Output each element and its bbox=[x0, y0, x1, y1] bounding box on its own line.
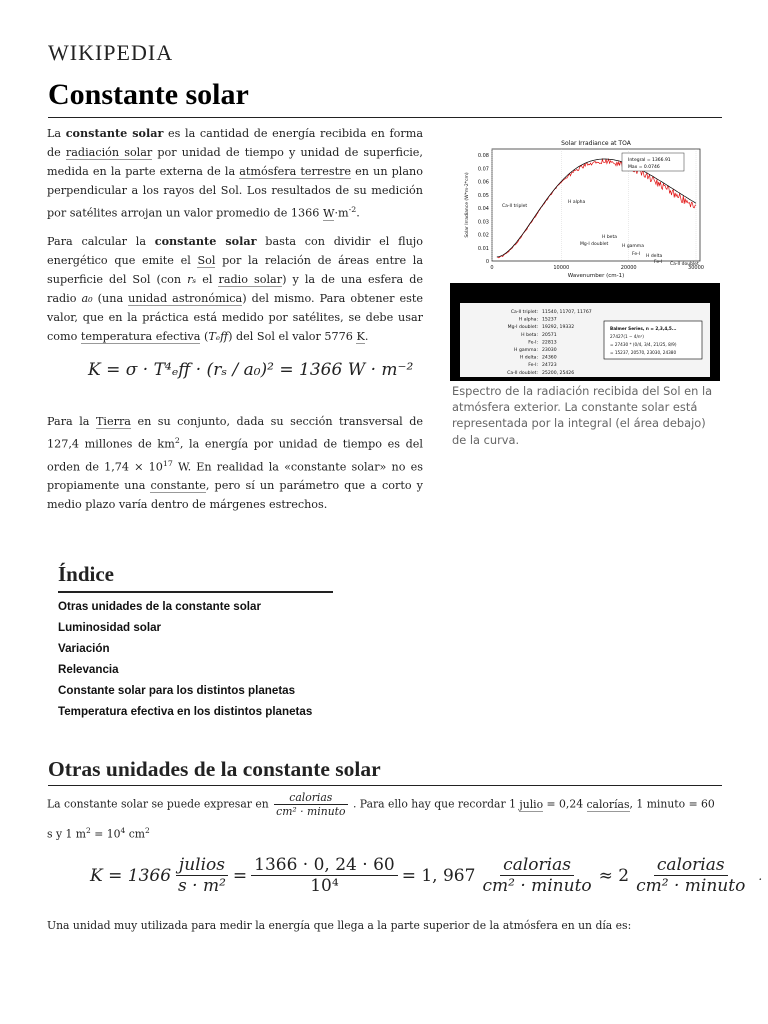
legend-integral: Integral = 1366.91 bbox=[628, 158, 671, 163]
math-rs: rₛ bbox=[187, 273, 197, 286]
y-tick-label: 0.02 bbox=[477, 232, 489, 239]
x-tick-label: 30000 bbox=[688, 265, 704, 271]
spectrum-annotation: Fe-I bbox=[654, 260, 663, 265]
line-wavenumber: 23030 bbox=[542, 348, 557, 353]
link-calorias[interactable]: calorías bbox=[586, 797, 630, 811]
toc-item-planetas[interactable]: Constante solar para los distintos planetas bbox=[58, 684, 296, 697]
spectrum-figure[interactable] bbox=[450, 135, 720, 381]
link-watt[interactable]: W bbox=[322, 206, 335, 220]
intro-paragraph-1: La constante solar es la cantidad de energía recibida en forma de radiación solar por unidad de tiempo y unidad de superficie, medida en la parte externa de la atmósfera terrestre en un plano perpendicular a los rayos del Sol. Los resultados de su medición por satélites arrojan un valor promedio de 1366 $W\cdot m^{-2}$. bbox=[47, 126, 423, 220]
intro-paragraph-2: Para calcular la constante solar basta con dividir el flujo energético que emite el Sol por la relación de áreas entre la superficie del Sol (con rₛ el radio solar) y la de una esfera de radio a₀ (una unidad astronómica) del mismo. Para obtener este valor, que en la práctica está medido por satélites, se debe usar como temperatura efectiva (Tₑff) del Sol el valor 5776 K. bbox=[47, 234, 424, 343]
y-tick-label: 0.06 bbox=[477, 179, 489, 186]
link-julio[interactable]: julio bbox=[519, 797, 544, 811]
line-name: Ca-II triplet: bbox=[510, 310, 538, 315]
page-title: Constante solar bbox=[48, 78, 249, 111]
line-name: H beta: bbox=[521, 332, 538, 338]
toc-item-temperatura[interactable]: Temperatura efectiva en los distintos planetas bbox=[58, 705, 313, 718]
y-tick-label: 0.04 bbox=[477, 206, 489, 212]
link-temperatura-efectiva[interactable]: temperatura efectiva bbox=[80, 330, 201, 343]
x-tick-label: 10000 bbox=[553, 265, 570, 271]
wikipedia-logo[interactable] bbox=[48, 40, 173, 66]
line-wavenumber: 24360 bbox=[542, 355, 557, 361]
link-tierra[interactable]: Tierra bbox=[95, 415, 131, 428]
line-name: H delta: bbox=[519, 355, 538, 361]
line-wavenumber: 24723 bbox=[542, 363, 557, 369]
line-wavenumber: 25200, 25426 bbox=[542, 370, 575, 376]
y-tick-label: 0.07 bbox=[477, 166, 489, 173]
title-divider bbox=[48, 117, 722, 118]
x-tick-label: 20000 bbox=[620, 265, 637, 271]
balmer-line: 27427(1 − 4/n²) bbox=[610, 334, 644, 339]
chart-title: Solar Irradiance at TOA bbox=[561, 140, 631, 147]
section-paragraph-1: La constante solar se puede expresar en calorias cm² · minuto . Para ello hay que recordar 1 julio = 0,24 calorías, 1 minuto = 60 s y 1 $m^2 = 10^4$ $cm^2$ bbox=[47, 791, 715, 841]
line-name: Fe-I: bbox=[528, 340, 538, 346]
toc-divider bbox=[58, 591, 333, 593]
line-wavenumber: 15237 bbox=[542, 317, 557, 323]
spectrum-annotation: Mg-I doublet bbox=[580, 242, 609, 247]
y-tick-label: 0.08 bbox=[477, 153, 489, 159]
line-name: Ca-II doublet: bbox=[507, 370, 538, 376]
balmer-line: = 27430 * (0/4, 3/4, 21/25, 8/9) bbox=[610, 342, 677, 347]
line-name: H gamma: bbox=[514, 348, 538, 353]
chart-ylabel: Solar Irradiance (W*m-2*cm) bbox=[465, 172, 470, 238]
balmer-line: = 15237, 20570, 23030, 24380 bbox=[610, 350, 677, 355]
line-wavenumber: 22813 bbox=[542, 340, 557, 346]
spectrum-annotation: H delta bbox=[646, 254, 663, 259]
math-a0: a₀ bbox=[81, 292, 93, 305]
x-tick-label: 0 bbox=[490, 265, 494, 271]
spectrum-annotation: Fe-I bbox=[632, 252, 641, 257]
chart-xlabel: Wavenumber (cm-1) bbox=[567, 273, 625, 279]
line-wavenumber: 19292, 19332 bbox=[542, 325, 575, 331]
link-unidad-astronomica[interactable]: unidad astronómica bbox=[128, 292, 243, 305]
toc-item-luminosidad[interactable]: Luminosidad solar bbox=[58, 621, 162, 634]
link-sol[interactable]: Sol bbox=[197, 254, 216, 267]
line-wavenumber: 11540, 11707, 11767 bbox=[542, 310, 592, 315]
y-tick-label: 0.01 bbox=[477, 245, 489, 252]
formula-solar-constant: K = σ · T⁴ₑff · (rₛ / a₀)² = 1366 W · m⁻² bbox=[88, 360, 414, 380]
formula-unit-conversion: K = 1366 julios s · m² = $\frac{1366 \cdot 0, 24 \cdot 60}{\text{10⁴}}$ = 1, 967 calorias cm² · minuto ≈ 2 calorias cm² · minuto . bbox=[90, 855, 763, 896]
line-wavenumber: 20571 bbox=[542, 332, 557, 338]
link-radio-solar[interactable]: radio solar bbox=[218, 273, 283, 286]
spectrum-annotation: Ca-II triplet bbox=[502, 204, 528, 209]
y-tick-label: 0 bbox=[485, 259, 489, 265]
link-kelvin[interactable]: K bbox=[356, 330, 365, 343]
balmer-line: Balmer Series, n = 2,3,4,5... bbox=[610, 326, 677, 331]
y-tick-label: 0.05 bbox=[477, 192, 489, 199]
toc-item-otras-unidades[interactable]: Otras unidades de la constante solar bbox=[58, 600, 261, 613]
link-constante[interactable]: constante bbox=[150, 479, 206, 493]
figure-caption: Espectro de la radiación recibida del Sol en la atmósfera exterior. La constante solar está representada por la integral (el área debajo) de la curva. bbox=[452, 384, 713, 447]
intro-paragraph-3: Para la Tierra en su conjunto, dada su sección transversal de 127,4 millones de $km^2$, la energía por unidad de tiempo es del orden de $1,74 \times 10^{17}$ W. En realidad la «constante solar» no es propiamente una constante, pero sí un parámetro que a corto y medio plazo varía dentro de márgenes estrechos. bbox=[47, 415, 424, 512]
spectrum-annotation: H alpha bbox=[568, 200, 586, 205]
spectrum-annotation: H gamma bbox=[622, 244, 644, 249]
toc-item-relevancia[interactable]: Relevancia bbox=[58, 663, 119, 676]
link-atmosfera-terrestre[interactable]: atmósfera terrestre bbox=[239, 165, 352, 178]
section-paragraph-2: Una unidad muy utilizada para medir la energía que llega a la parte superior de la atmósfera en un día es: bbox=[47, 919, 632, 932]
toc-item-variacion[interactable]: Variación bbox=[58, 642, 110, 655]
fraction-cal-per-cm2-min: calorias cm² · minuto bbox=[276, 791, 346, 818]
line-name: Mg-I doublet: bbox=[507, 325, 538, 331]
line-name: H alpha: bbox=[518, 317, 538, 323]
link-radiacion-solar[interactable]: radiación solar bbox=[65, 146, 153, 159]
section-divider bbox=[48, 785, 722, 786]
math-teff: Tₑff bbox=[208, 330, 229, 343]
spectrum-annotation: H beta bbox=[602, 235, 617, 240]
toc-title: Índice bbox=[58, 562, 115, 586]
section-heading-otras-unidades: Otras unidades de la constante solar bbox=[48, 757, 381, 781]
logo-text: WIKIPEDIA bbox=[48, 40, 174, 65]
y-tick-label: 0.03 bbox=[477, 219, 489, 226]
spectrum-image bbox=[450, 135, 720, 381]
spectrum-annotation: Ca-II doublet bbox=[670, 262, 699, 267]
line-name: Fe-I: bbox=[528, 363, 538, 369]
legend-max: Max = 0.0746 bbox=[628, 165, 660, 170]
